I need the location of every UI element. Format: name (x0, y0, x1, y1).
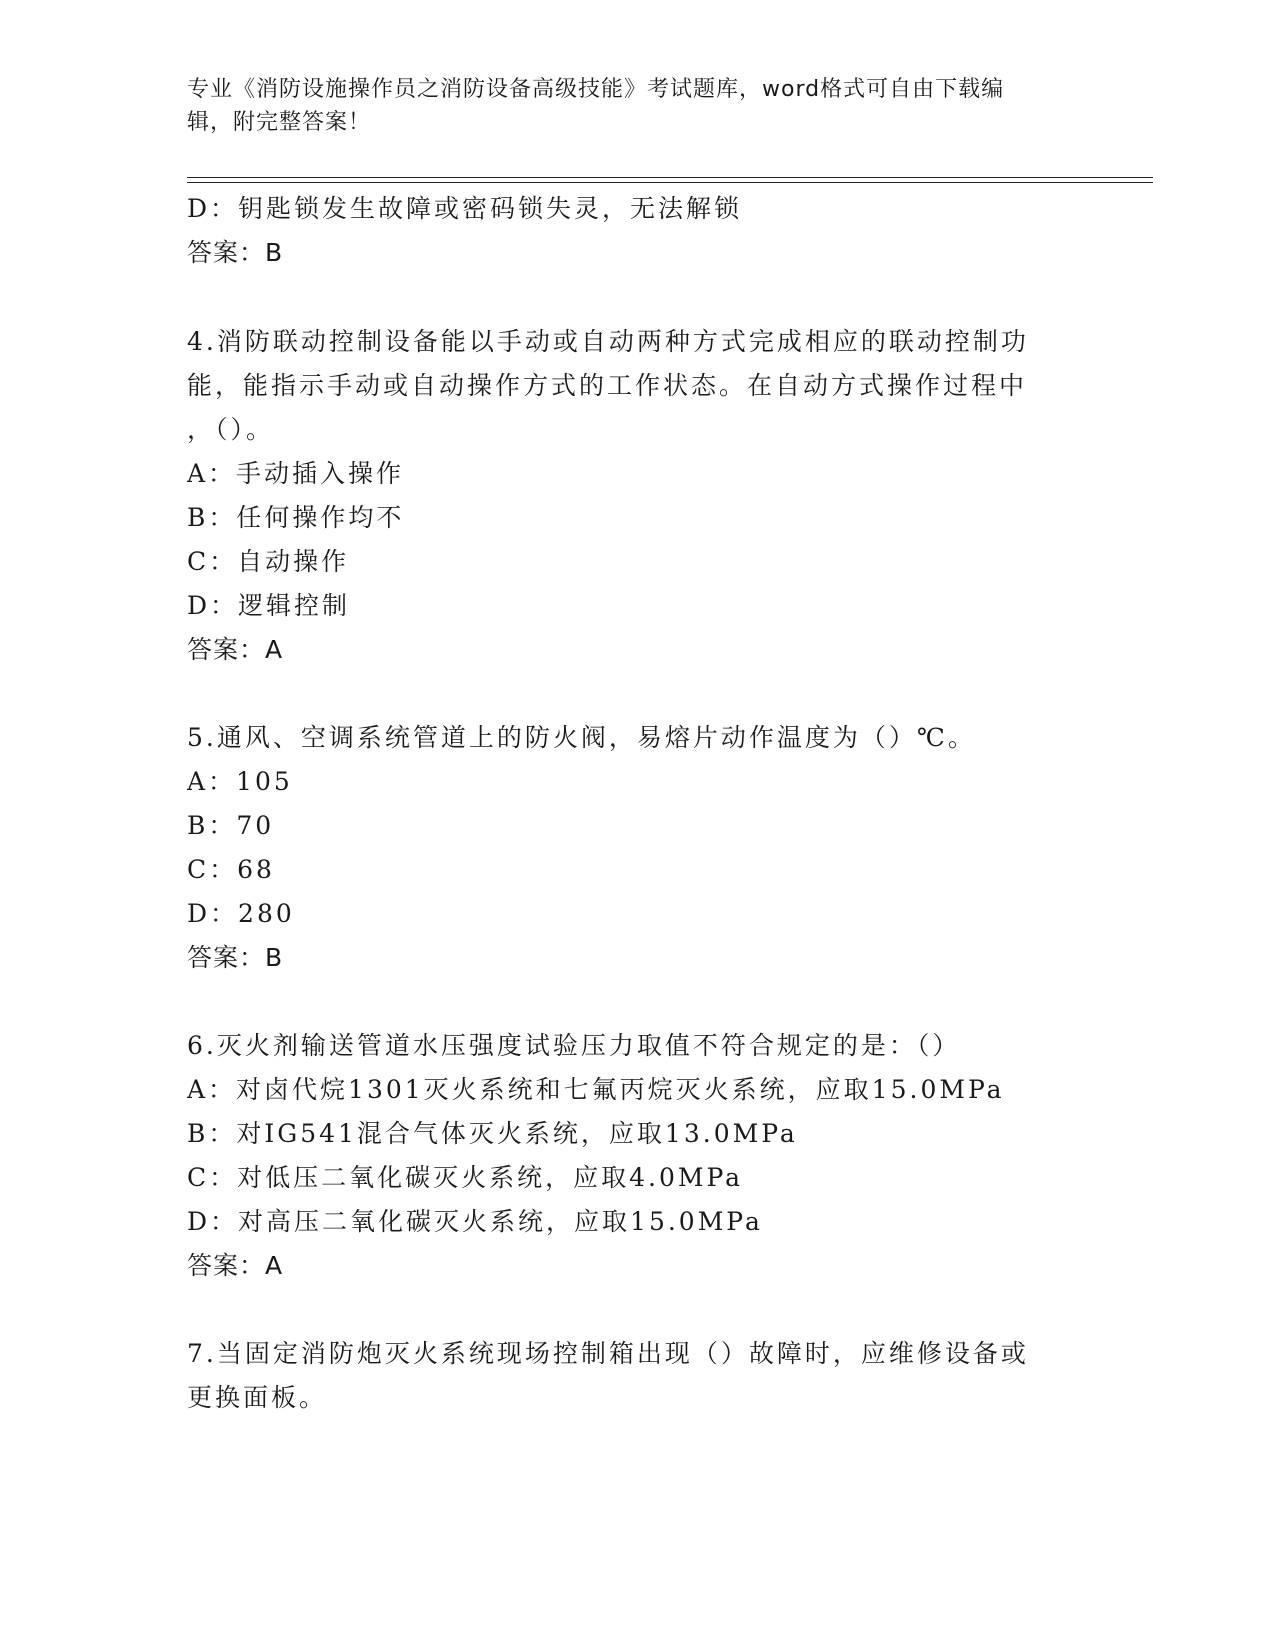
q4-option-c: C：自动操作 (187, 547, 350, 576)
q5-option-a: A：105 (187, 767, 293, 796)
header-divider-top (187, 177, 1153, 178)
header-divider-bottom (187, 182, 1153, 183)
q3-answer: 答案：B (187, 238, 284, 267)
q6-answer: 答案：A (187, 1251, 284, 1280)
q4-option-d: D：逻辑控制 (187, 591, 351, 620)
q5-option-d: D：280 (187, 899, 295, 928)
q5-stem-line-1: 5.通风、空调系统管道上的防火阀，易熔片动作温度为（）℃。 (187, 723, 976, 752)
q6-option-d: D：对高压二氧化碳灭火系统，应取15.0MPa (187, 1207, 763, 1236)
q7-stem-line-1: 7.当固定消防炮灭火系统现场控制箱出现（）故障时，应维修设备或 (187, 1339, 1029, 1368)
q4-option-a: A：手动插入操作 (187, 459, 405, 488)
q3-option-d: D：钥匙锁发生故障或密码锁失灵，无法解锁 (187, 194, 743, 223)
document-header (187, 73, 1067, 139)
q4-stem-line-3: ，（）。 (187, 415, 275, 444)
q4-answer: 答案：A (187, 635, 284, 664)
q5-option-b: B：70 (187, 811, 275, 840)
q6-option-c: C：对低压二氧化碳灭火系统，应取4.0MPa (187, 1163, 744, 1192)
header-line-1: 专业《消防设施操作员之消防设备高级技能》考试题库，word格式可自由下载编 (187, 77, 1005, 102)
q6-option-a: A：对卤代烷1301灭火系统和七氟丙烷灭火系统，应取15.0MPa (187, 1075, 1005, 1104)
q7-stem-line-2: 更换面板。 (187, 1383, 328, 1412)
header-line-2: 辑，附完整答案！ (187, 110, 372, 135)
q6-stem-line-1: 6.灭火剂输送管道水压强度试验压力取值不符合规定的是：（） (187, 1031, 961, 1060)
q5-answer: 答案：B (187, 943, 284, 972)
q4-stem-line-2: 能，能指示手动或自动操作方式的工作状态。在自动方式操作过程中 (187, 371, 1028, 400)
q6-option-b: B：对IG541混合气体灭火系统，应取13.0MPa (187, 1119, 798, 1148)
q4-stem-line-1: 4.消防联动控制设备能以手动或自动两种方式完成相应的联动控制功 (187, 327, 1029, 356)
q4-option-b: B：任何操作均不 (187, 503, 405, 532)
q5-option-c: C：68 (187, 855, 275, 884)
